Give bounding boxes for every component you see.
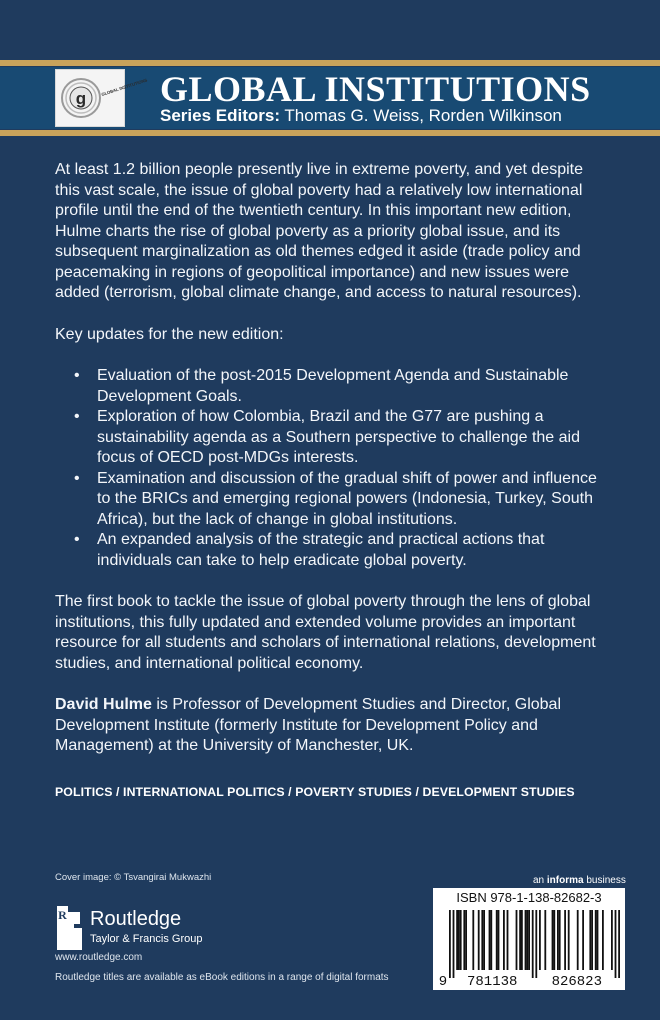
bullet-icon: • — [74, 469, 80, 487]
series-editors-label: Series Editors: — [160, 106, 280, 125]
barcode-bar — [577, 910, 579, 970]
description — [55, 160, 603, 778]
updates-heading: Key updates for the new edition: — [55, 325, 284, 343]
header-top-rule — [0, 60, 660, 66]
ebook-note: Routledge titles are available as eBook editions in a range of digital formats — [55, 972, 389, 983]
publisher-name: Routledge — [90, 908, 182, 930]
barcode-digit-right: 826823 — [551, 974, 603, 990]
barcode-bar — [521, 910, 523, 970]
list-item-text: An expanded analysis of the strategic and practical actions that individuals can take to help eradicate global poverty. — [97, 531, 545, 569]
author-name: David Hulme — [55, 696, 152, 713]
list-item-text: Examination and discussion of the gradual shift of power and influence to the BRICs and emerging regional powers (Indonesia, Turkey, South Africa), but the lack of change in global institutions. — [97, 469, 597, 528]
barcode-bar — [591, 910, 593, 970]
bullet-icon: • — [74, 367, 80, 384]
list-item — [55, 469, 603, 531]
barcode-bar — [553, 910, 555, 970]
barcode-bar — [460, 910, 462, 970]
barcode-bar — [615, 910, 617, 978]
barcode-bar — [496, 910, 498, 970]
bullet-icon: • — [74, 531, 80, 548]
barcode-bar — [507, 910, 509, 970]
subject-categories: POLITICS / INTERNATIONAL POLITICS / POVERTY STUDIES / DEVELOPMENT STUDIES — [55, 785, 575, 799]
barcode-bar — [472, 910, 474, 970]
barcode-bar — [503, 910, 505, 970]
isbn-barcode — [433, 888, 625, 990]
series-logo-icon — [56, 70, 148, 126]
logo-text: GLOBAL INSTITUTIONS — [100, 77, 148, 97]
barcode-bar — [552, 910, 554, 970]
barcode-bar — [528, 910, 530, 970]
barcode-graphic — [433, 888, 625, 990]
barcode-bar — [525, 910, 527, 970]
header-bottom-rule — [0, 130, 660, 136]
barcode-bar — [557, 910, 559, 970]
barcode-bar — [597, 910, 599, 970]
informa-business-tag — [533, 875, 626, 886]
series-editors — [160, 106, 562, 126]
publisher-logo — [55, 906, 255, 951]
barcode-bar — [535, 910, 537, 978]
isbn-label: ISBN 978-1-138-82682-3 — [456, 890, 602, 905]
barcode-bar — [478, 910, 480, 970]
logo-glyph: g — [75, 89, 87, 108]
barcode-bar — [589, 910, 591, 970]
barcode-bar — [618, 910, 620, 978]
author-bio — [55, 695, 603, 757]
cover-credit: Cover image: © Tsvangirai Mukwazhi — [55, 872, 212, 883]
routledge-logo-icon — [55, 906, 85, 950]
barcode-bar — [498, 910, 500, 970]
informa-prefix: an — [533, 875, 547, 886]
barcode-bar — [611, 910, 613, 970]
barcode-bar — [481, 910, 483, 970]
series-logo — [55, 69, 148, 127]
barcode-bar — [559, 910, 561, 970]
barcode-bar — [456, 910, 458, 970]
barcode-digit-lead: 9 — [438, 974, 448, 990]
barcode-bar — [449, 910, 451, 978]
intro-paragraph: At least 1.2 billion people presently live in extreme poverty, and yet despite this vast scale, the issue of global poverty had a relatively low international profile until the end of the twentieth century. In this important new edition, Hulme charts the rise of global poverty as a priority global issue, and its subsequent marginalization as old themes edged it aside (trade policy and peacemaking in regions of geopolitical importance) and new issues were added (terrorism, global climate change, and access to natural resources). — [55, 161, 583, 301]
series-editors-names: Thomas G. Weiss, Rorden Wilkinson — [284, 106, 562, 125]
barcode-bar — [458, 910, 460, 970]
updates-list — [55, 366, 603, 571]
bullet-icon: • — [74, 408, 80, 425]
routledge-logo-letter: R — [58, 908, 67, 922]
barcode-bar — [453, 910, 455, 978]
barcode-bar — [463, 910, 465, 970]
barcode-bar — [465, 910, 467, 970]
barcode-bar — [489, 910, 491, 970]
publisher-group: Taylor & Francis Group — [90, 933, 203, 945]
list-item — [55, 366, 603, 407]
barcode-bar — [564, 910, 566, 970]
list-item — [55, 407, 603, 469]
publisher-website: www.routledge.com — [55, 952, 143, 963]
closing-paragraph: The first book to tackle the issue of global poverty through the lens of global institutions, this fully updated and extended volume provides an important resource for all students and scholars of international relations, development studies, and international political economy. — [55, 593, 596, 672]
barcode-bar — [519, 910, 521, 970]
informa-suffix: business — [583, 875, 626, 886]
list-item — [55, 530, 603, 571]
barcode-bar — [539, 910, 541, 970]
barcode-bars — [449, 910, 620, 978]
series-title: GLOBAL INSTITUTIONS — [160, 69, 591, 109]
barcode-bar — [568, 910, 570, 970]
barcode-bar — [483, 910, 485, 970]
barcode-bar — [526, 910, 528, 970]
author-bio-text: is Professor of Development Studies and Director, Global Development Institute (formerly Institute for Development Policy and Management) at the University of Manchester, UK. — [55, 696, 562, 754]
list-item-text: Evaluation of the post-2015 Development Agenda and Sustainable Development Goals. — [97, 367, 569, 405]
barcode-bar — [544, 910, 546, 970]
list-item-text: Exploration of how Colombia, Brazil and the G77 are pushing a sustainability agenda as a Southern perspective to challenge the aid focus of OECD post-MDGs interests. — [97, 408, 580, 466]
barcode-bar — [516, 910, 518, 970]
barcode-bar — [595, 910, 597, 970]
barcode-bar — [602, 910, 604, 970]
barcode-bar — [582, 910, 584, 970]
barcode-bar — [490, 910, 492, 970]
informa-brand: informa — [546, 875, 584, 886]
barcode-digit-left: 781138 — [466, 974, 518, 990]
barcode-bar — [532, 910, 534, 978]
